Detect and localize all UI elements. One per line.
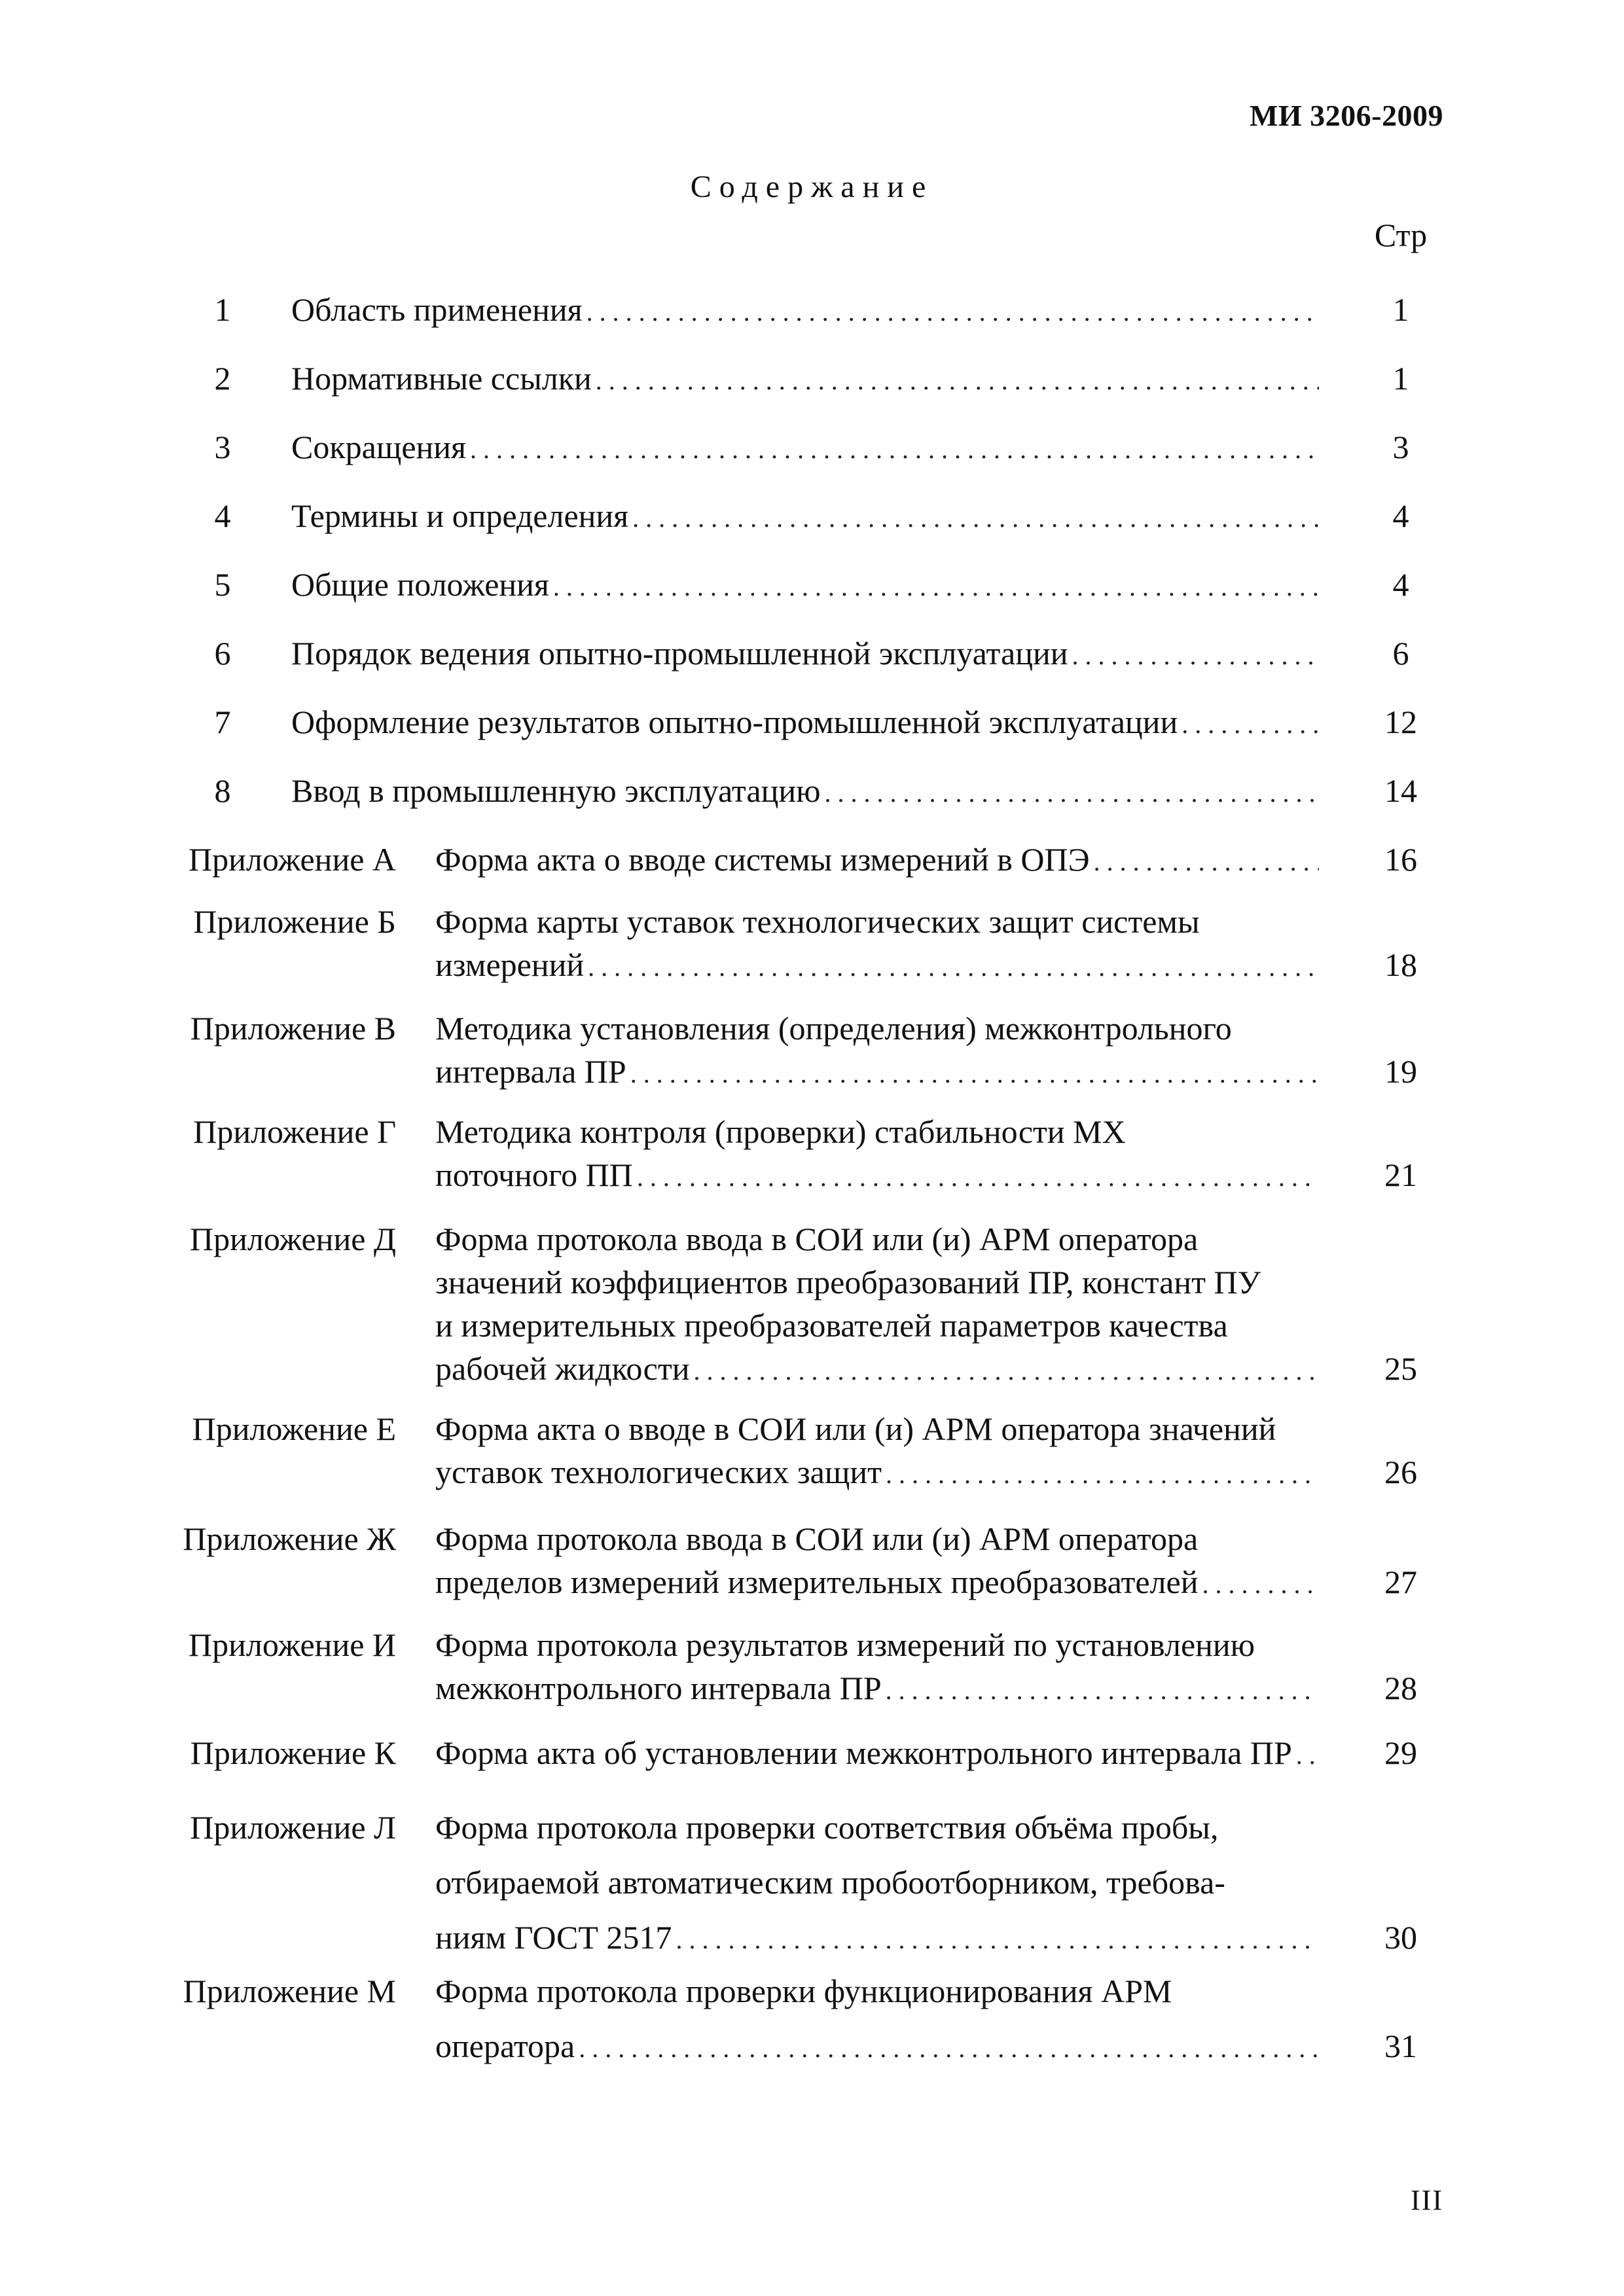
entry-title-line: Форма протокола результатов измерений по установлению [435,1626,1255,1663]
page-number-ref: 14 [1384,772,1417,809]
entry-title-text: рабочей жидкости [435,1350,690,1387]
entry-title [435,1800,1319,1967]
entry-title-line: Методика установления (определения) межконтрольного [435,1010,1232,1047]
entry-title-line-last [435,943,1319,989]
entry-title-line-last [435,838,1319,884]
entry-title [435,838,1319,884]
entry-title [291,357,1319,403]
dot-leader [1072,634,1319,677]
page-number-ref: 4 [1392,497,1409,534]
entry-title-line: Форма протокола проверки функционирования АРМ [435,1973,1172,2009]
entry-title-text: Общие положения [291,566,549,603]
dot-leader [676,1912,1319,1967]
dot-leader [1296,1734,1319,1777]
appendix-label: Приложение М [183,1973,396,2009]
entry-title [435,1964,1319,2076]
entry-title [291,700,1319,746]
page-number-ref: 6 [1392,635,1409,672]
entry-title-line-last [291,563,1319,609]
dot-leader [886,1453,1319,1496]
entry-title-line: Форма протокола ввода в СОИ или (и) АРМ оператора [435,1221,1199,1257]
section-number: 4 [214,497,231,534]
page-number-ref: 21 [1384,1157,1417,1193]
entry-title [435,1217,1319,1393]
section-number: 5 [214,566,231,603]
appendix-label: Приложение И [189,1626,396,1663]
appendix-label: Приложение Ж [183,1520,396,1557]
dot-leader [630,1052,1319,1096]
entry-title-line-last [291,288,1319,334]
toc-title: Содержание [690,170,934,204]
dot-leader [1202,1563,1319,1606]
dot-leader [553,565,1319,609]
dot-leader [886,1669,1319,1712]
entry-title-line-last [435,1666,1319,1712]
dot-leader [1182,703,1319,746]
entry-title-line: Форма акта о вводе в СОИ или (и) АРМ оператора значений [435,1410,1276,1447]
dot-leader [1094,840,1319,884]
page-number-ref: 18 [1384,946,1417,983]
section-number: 8 [214,772,231,809]
entry-title-line-last [291,494,1319,540]
dot-leader [637,1156,1319,1199]
dot-leader [596,359,1319,403]
appendix-label: Приложение Б [193,903,396,940]
entry-title-text: пределов измерений измерительных преобразователей [435,1564,1199,1600]
entry-title-line: Форма карты уставок технологических защит системы [435,903,1200,940]
dot-leader [693,1350,1319,1393]
entry-title [291,425,1319,471]
appendix-label: Приложение Г [193,1113,396,1150]
entry-title-line: Форма протокола проверки соответствия объёма пробы, [435,1809,1219,1846]
entry-title-line: Форма протокола ввода в СОИ или (и) АРМ оператора [435,1520,1199,1557]
page-number-ref: 1 [1392,360,1409,397]
entry-title-text: Порядок ведения опытно-промышленной эксплуатации [291,635,1068,672]
page-number-ref: 25 [1384,1350,1417,1387]
dot-leader [588,946,1319,989]
document-code: МИ 3206-2009 [1249,99,1443,132]
entry-title-text: измерений [435,946,585,983]
appendix-label: Приложение К [190,1734,396,1771]
entry-title-text: Форма акта об установлении межконтрольного интервала ПР [435,1734,1292,1771]
appendix-label: Приложение Л [190,1809,396,1846]
entry-title [435,1623,1319,1712]
page-number-ref: 16 [1384,841,1417,878]
entry-title [291,769,1319,815]
section-number: 3 [214,429,231,465]
entry-title-line-last [435,1910,1319,1967]
entry-title [435,1407,1319,1496]
dot-leader [579,2021,1319,2076]
page-number-ref: 29 [1384,1734,1417,1771]
entry-title-text: Ввод в промышленную эксплуатацию [291,772,821,809]
entry-title-text: Нормативные ссылки [291,360,592,397]
entry-title-line-last [291,357,1319,403]
entry-title [291,632,1319,677]
entry-title-text: Сокращения [291,429,467,465]
entry-title [435,1517,1319,1606]
entry-title-text: оператора [435,2028,575,2064]
entry-title-text: Оформление результатов опытно-промышленной эксплуатации [291,704,1178,740]
page-number-ref: 19 [1384,1053,1417,1090]
page-number-ref: 28 [1384,1670,1417,1706]
entry-title-line-last [291,425,1319,471]
entry-title-line-last [291,769,1319,815]
entry-title-line-last [291,700,1319,746]
entry-title-text: поточного ПП [435,1157,633,1193]
entry-title-line: значений коэффициентов преобразований ПР, констант ПУ [435,1264,1261,1300]
entry-title-line-last [435,1347,1319,1393]
page-number-ref: 12 [1384,704,1417,740]
appendix-label: Приложение В [190,1010,396,1047]
entry-title-line-last [291,632,1319,677]
dot-leader [824,772,1319,815]
page-number-ref: 26 [1384,1454,1417,1490]
page-number-ref: 3 [1392,429,1409,465]
section-number: 7 [214,704,231,740]
page-number-ref: 30 [1384,1919,1417,1956]
entry-title-line-last [435,1050,1319,1096]
appendix-label: Приложение А [189,841,396,878]
entry-title-line-last [435,1731,1319,1777]
entry-title-text: уставок технологических защит [435,1454,882,1490]
entry-title [435,1110,1319,1199]
entry-title-line: Методика контроля (проверки) стабильности МХ [435,1113,1126,1150]
entry-title-line-last [435,1153,1319,1199]
entry-title-line-last [435,1560,1319,1606]
page-number-ref: 31 [1384,2028,1417,2064]
entry-title [291,288,1319,334]
page-number: III [1411,2184,1443,2216]
entry-title [435,1731,1319,1777]
entry-title-line-last [435,1450,1319,1496]
entry-title [291,494,1319,540]
entry-title-text: Форма акта о вводе системы измерений в ОПЭ [435,841,1090,878]
entry-title-line-last [435,2018,1319,2076]
entry-title-line: отбираемой автоматическим пробоотборником, требова- [435,1864,1225,1901]
entry-title [435,900,1319,989]
dot-leader [632,497,1319,540]
dot-leader [586,291,1319,334]
section-number: 1 [214,291,231,328]
page-number-ref: 27 [1384,1564,1417,1600]
section-number: 2 [214,360,231,397]
entry-title-text: Термины и определения [291,497,629,534]
entry-title-text: ниям ГОСТ 2517 [435,1919,672,1956]
appendix-label: Приложение Е [192,1410,396,1447]
page-number-ref: 1 [1392,291,1409,328]
entry-title-line: и измерительных преобразователей параметров качества [435,1307,1228,1344]
page-column-header: Стр [1374,217,1428,253]
entry-title [291,563,1319,609]
entry-title-text: интервала ПР [435,1053,626,1090]
dot-leader [470,428,1319,471]
page-number-ref: 4 [1392,566,1409,603]
entry-title [435,1007,1319,1096]
section-number: 6 [214,635,231,672]
entry-title-text: межконтрольного интервала ПР [435,1670,882,1706]
appendix-label: Приложение Д [190,1221,396,1257]
entry-title-text: Область применения [291,291,583,328]
